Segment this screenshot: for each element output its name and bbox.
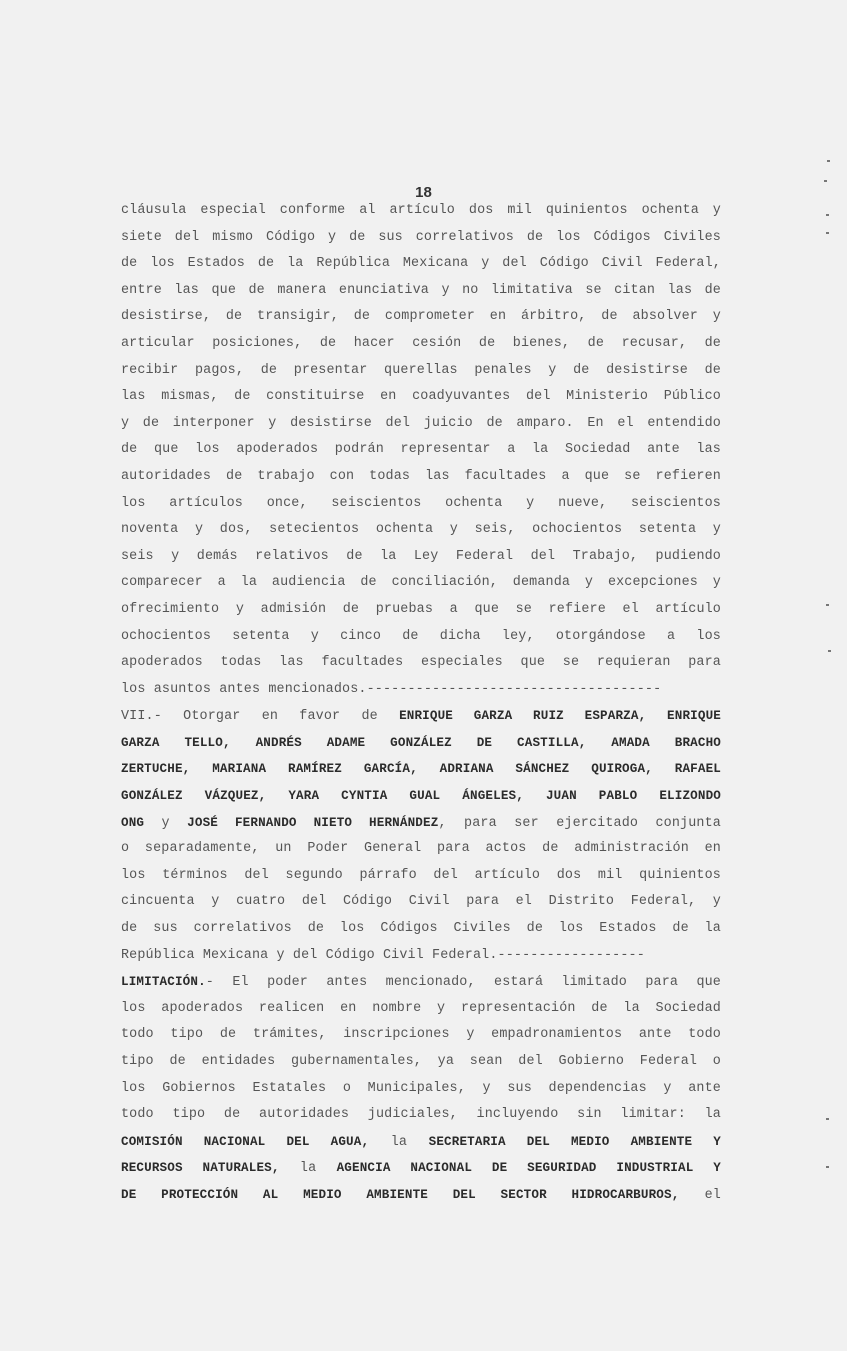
line-text: y de interponer y desistirse del juicio de amparo. En el entendido	[121, 415, 721, 431]
line-text: y	[144, 815, 188, 831]
text-line	[121, 810, 721, 837]
text-line	[121, 198, 721, 225]
line-text: los artículos once, seiscientos ochenta y nueve, seiscientos	[121, 495, 721, 511]
text-line	[121, 570, 721, 597]
margin-mark	[826, 214, 829, 216]
line-text: la	[369, 1134, 429, 1150]
text-line	[121, 491, 721, 518]
text-line	[121, 1182, 721, 1209]
text-line	[121, 677, 721, 704]
line-text: tipo de entidades gubernamentales, ya sean del Gobierno Federal o	[121, 1054, 721, 1069]
bold-text: GARZA TELLO, ANDRÉS ADAME GONZÁLEZ DE CASTILLA, AMADA BRACHO	[121, 735, 721, 750]
text-line	[121, 278, 721, 305]
text-line	[121, 1129, 721, 1156]
margin-mark	[826, 232, 829, 234]
text-line	[121, 889, 721, 916]
document-body	[121, 198, 721, 1209]
line-text: comparecer a la audiencia de conciliación, demanda y excepciones y	[121, 575, 721, 591]
text-line	[121, 517, 721, 544]
bold-text: ZERTUCHE, MARIANA RAMÍREZ GARCÍA, ADRIANA SÁNCHEZ QUIROGA, RAFAEL	[121, 762, 721, 777]
line-text: todo tipo de trámites, inscripciones y empadronamientos ante todo	[121, 1027, 721, 1043]
text-line	[121, 225, 721, 252]
text-line	[121, 650, 721, 677]
bold-text: COMISIÓN NACIONAL DEL AGUA,	[121, 1134, 370, 1149]
line-text: seis y demás relativos de la Ley Federal del Trabajo, pudiendo	[121, 548, 721, 564]
line-text: - El poder antes mencionado, estará limitado para que	[205, 975, 721, 991]
line-text: noventa y dos, setecientos ochenta y seis, ochocientos setenta y	[121, 522, 721, 538]
text-line	[121, 730, 721, 757]
bold-text: ONG	[121, 815, 145, 830]
line-text: las mismas, de constituirse en coadyuvantes del Ministerio Público	[121, 389, 721, 405]
text-line	[121, 411, 721, 438]
line-text: autoridades de trabajo con todas las facultades a que se refieren	[121, 468, 721, 484]
line-text: los apoderados realicen en nombre y representación de la Sociedad	[121, 1000, 721, 1016]
bold-text: LIMITACIÓN.	[121, 975, 206, 990]
text-line	[121, 703, 721, 730]
text-line	[121, 783, 721, 810]
margin-mark	[827, 160, 830, 162]
bold-text: GONZÁLEZ VÁZQUEZ, YARA CYNTIA GUAL ÁNGELES, JUAN PABLO ELIZONDO	[121, 789, 721, 804]
text-line	[121, 1049, 721, 1076]
text-line	[121, 358, 721, 385]
text-line	[121, 996, 721, 1023]
bold-text: JOSÉ FERNANDO NIETO HERNÁNDEZ	[187, 815, 439, 830]
text-line	[121, 1155, 721, 1182]
text-line	[121, 384, 721, 411]
text-line	[121, 597, 721, 624]
text-line	[121, 624, 721, 651]
line-text: articular posiciones, de hacer cesión de bienes, de recusar, de	[121, 335, 721, 351]
bold-text: ENRIQUE GARZA RUIZ ESPARZA, ENRIQUE	[399, 709, 722, 724]
text-line	[121, 756, 721, 783]
page-number: 18	[415, 184, 432, 201]
line-text: ofrecimiento y admisión de pruebas a que se refiere el artículo	[121, 601, 721, 617]
line-text: apoderados todas las facultades especiales que se requieran para	[121, 655, 721, 671]
bold-text: AGENCIA NACIONAL DE SEGURIDAD INDUSTRIAL Y	[336, 1161, 721, 1176]
line-text: cláusula especial conforme al artículo dos mil quinientos ochenta y	[121, 203, 721, 218]
line-text: de sus correlativos de los Códigos Civiles de los Estados de la	[121, 921, 721, 937]
text-line	[121, 1076, 721, 1103]
text-line	[121, 1022, 721, 1049]
text-line	[121, 304, 721, 331]
bold-text: SECRETARIA DEL MEDIO AMBIENTE Y	[428, 1134, 721, 1149]
bold-text: DE PROTECCIÓN AL MEDIO AMBIENTE DEL SECTOR HIDROCARBUROS,	[121, 1187, 680, 1202]
bold-text: RECURSOS NATURALES,	[121, 1161, 280, 1176]
line-text: cincuenta y cuatro del Código Civil para el Distrito Federal, y	[121, 894, 721, 910]
text-line	[121, 969, 721, 996]
text-line	[121, 1102, 721, 1129]
line-text: el	[679, 1187, 721, 1203]
text-line	[121, 331, 721, 358]
margin-mark	[828, 650, 831, 652]
line-text: de los Estados de la República Mexicana y del Código Civil Federal,	[121, 256, 721, 272]
margin-mark	[826, 1118, 829, 1120]
line-text: desistirse, de transigir, de comprometer en árbitro, de absolver y	[121, 309, 721, 325]
text-line	[121, 916, 721, 943]
text-line	[121, 863, 721, 890]
text-line	[121, 544, 721, 571]
line-text: todo tipo de autoridades judiciales, incluyendo sin limitar: la	[121, 1107, 721, 1123]
text-line	[121, 836, 721, 863]
margin-mark	[826, 604, 829, 606]
line-text: los términos del segundo párrafo del artículo dos mil quinientos	[121, 867, 721, 883]
line-text: los asuntos antes mencionados.------------------------------------	[121, 681, 662, 697]
text-line	[121, 251, 721, 278]
line-text: recibir pagos, de presentar querellas penales y de desistirse de	[121, 362, 721, 378]
line-text: los Gobiernos Estatales o Municipales, y sus dependencias y ante	[121, 1080, 721, 1096]
line-text: , para ser ejercitado conjunta	[438, 815, 721, 831]
margin-mark	[826, 1166, 829, 1168]
line-text: o separadamente, un Poder General para actos de administración en	[121, 841, 721, 857]
text-line	[121, 464, 721, 491]
line-text: la	[279, 1161, 337, 1177]
line-text: ochocientos setenta y cinco de dicha ley, otorgándose a los	[121, 628, 721, 644]
line-text: de que los apoderados podrán representar a la Sociedad ante las	[121, 442, 721, 458]
text-line	[121, 943, 721, 970]
line-text: VII.- Otorgar en favor de	[121, 709, 400, 725]
line-text: República Mexicana y del Código Civil Federal.------------------	[121, 947, 645, 963]
margin-mark	[824, 180, 827, 182]
line-text: siete del mismo Código y de sus correlativos de los Códigos Civiles	[121, 229, 721, 245]
text-line	[121, 437, 721, 464]
line-text: entre las que de manera enunciativa y no limitativa se citan las de	[121, 282, 721, 298]
